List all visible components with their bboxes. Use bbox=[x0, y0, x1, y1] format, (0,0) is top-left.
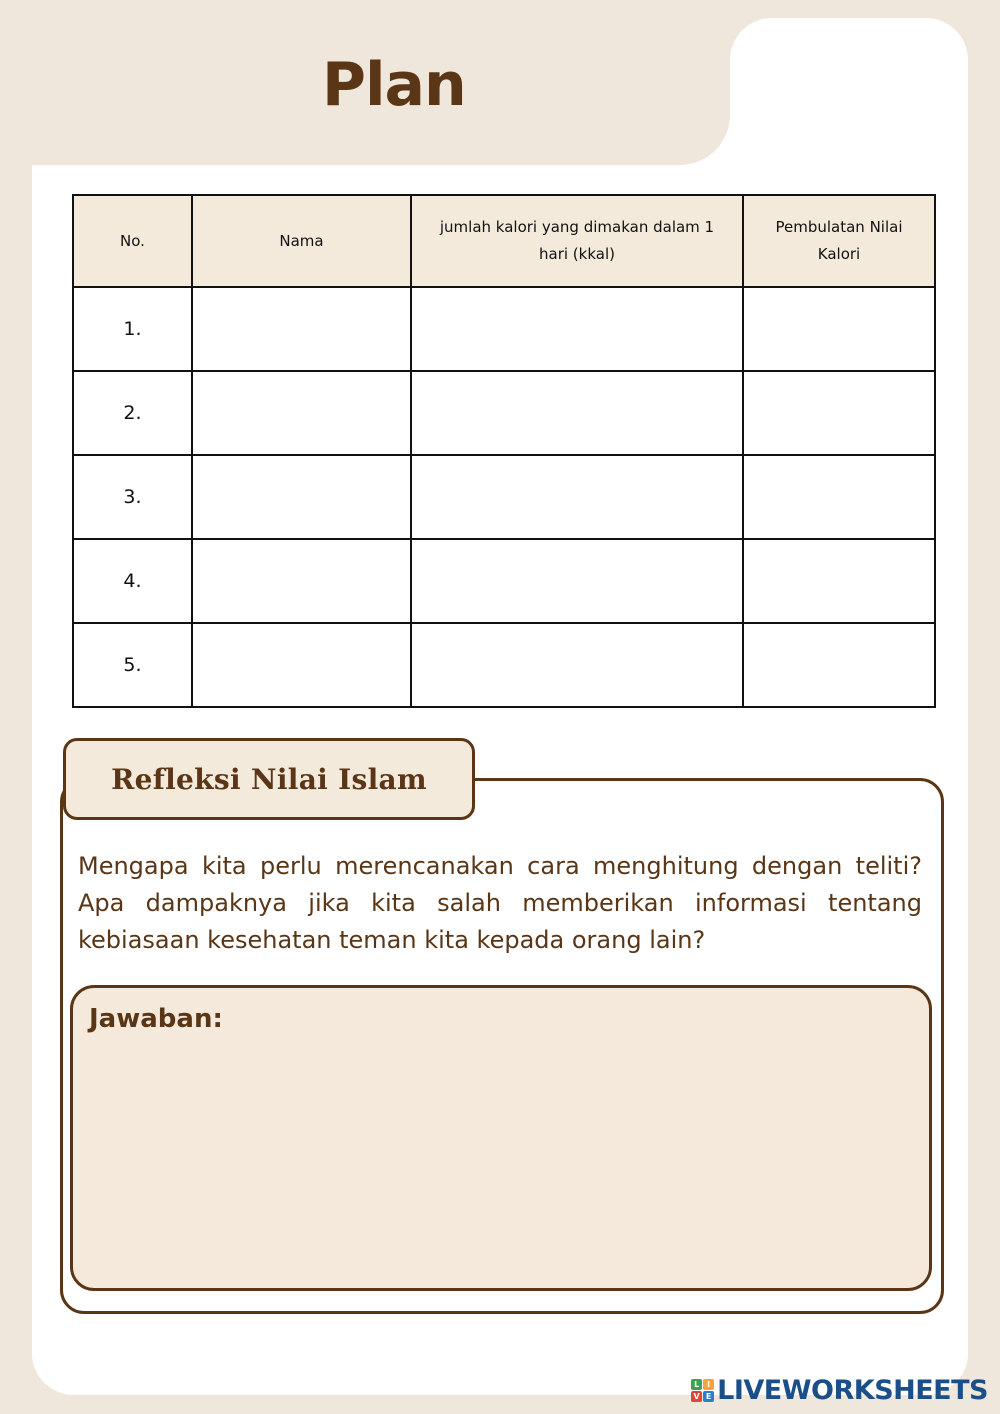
reflection-question: Mengapa kita perlu merencanakan cara menghitung dengan teliti? Apa dampaknya jika kita salah memberikan informasi tentang kebiasaan kesehatan teman kita kepada orang lain? bbox=[78, 852, 922, 954]
page-title: Plan bbox=[322, 50, 466, 120]
row-number: 4. bbox=[73, 539, 192, 623]
column-header-kalori: jumlah kalori yang dimakan dalam 1 hari (kkal) bbox=[411, 195, 743, 287]
mark-letter: L bbox=[691, 1379, 702, 1390]
nama-cell[interactable] bbox=[192, 623, 411, 707]
kalori-cell[interactable] bbox=[411, 371, 743, 455]
row-number: 5. bbox=[73, 623, 192, 707]
nama-cell[interactable] bbox=[192, 455, 411, 539]
table-row bbox=[73, 287, 935, 371]
liveworksheets-logo bbox=[691, 1375, 988, 1406]
reflection-title: Refleksi Nilai Islam bbox=[111, 762, 427, 796]
kalori-cell[interactable] bbox=[411, 539, 743, 623]
column-header-nama: Nama bbox=[192, 195, 411, 287]
pembulatan-cell[interactable] bbox=[743, 371, 935, 455]
column-header-no: No. bbox=[73, 195, 192, 287]
nama-cell[interactable] bbox=[192, 287, 411, 371]
mark-letter: I bbox=[703, 1379, 714, 1390]
reflection-header bbox=[63, 738, 475, 820]
card-notch-curve bbox=[680, 115, 730, 165]
table-header-row bbox=[73, 195, 935, 287]
table-row bbox=[73, 371, 935, 455]
table-row bbox=[73, 623, 935, 707]
pembulatan-cell[interactable] bbox=[743, 287, 935, 371]
row-number: 3. bbox=[73, 455, 192, 539]
mark-letter: V bbox=[691, 1391, 702, 1402]
pembulatan-cell[interactable] bbox=[743, 455, 935, 539]
nama-cell[interactable] bbox=[192, 539, 411, 623]
table-row bbox=[73, 539, 935, 623]
row-number: 2. bbox=[73, 371, 192, 455]
kalori-cell[interactable] bbox=[411, 623, 743, 707]
pembulatan-cell[interactable] bbox=[743, 539, 935, 623]
nama-cell[interactable] bbox=[192, 371, 411, 455]
kalori-cell[interactable] bbox=[411, 287, 743, 371]
row-number: 1. bbox=[73, 287, 192, 371]
column-header-pembulatan: Pembulatan Nilai Kalori bbox=[743, 195, 935, 287]
mark-letter: E bbox=[703, 1391, 714, 1402]
kalori-cell[interactable] bbox=[411, 455, 743, 539]
answer-label: Jawaban: bbox=[89, 1004, 223, 1034]
answer-box[interactable] bbox=[70, 985, 932, 1291]
calorie-table bbox=[72, 194, 936, 708]
table-row bbox=[73, 455, 935, 539]
pembulatan-cell[interactable] bbox=[743, 623, 935, 707]
liveworksheets-mark-icon bbox=[691, 1379, 714, 1402]
liveworksheets-text: LIVEWORKSHEETS bbox=[717, 1375, 988, 1406]
